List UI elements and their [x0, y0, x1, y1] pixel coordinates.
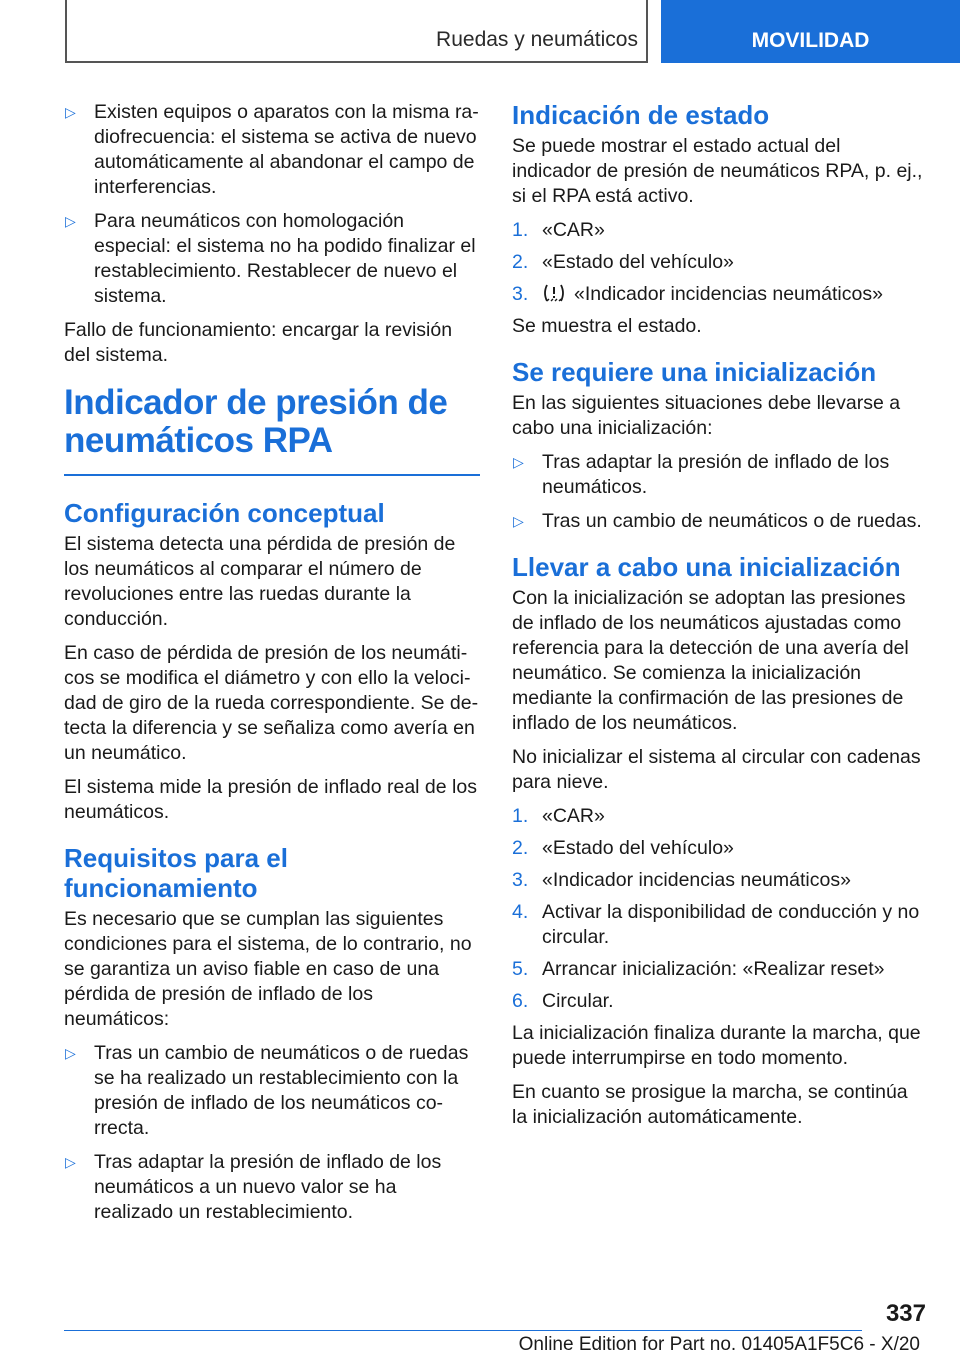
list-item: ▷ Tras un cambio de neumáticos o de ruedas. — [513, 510, 922, 532]
tire-pressure-warning-icon — [542, 283, 566, 303]
left-column — [64, 100, 480, 1234]
paragraph: El sistema mide la presión de inflado real de los neumáticos. — [64, 776, 477, 823]
footer-edition: Online Edition for Part no. 01405A1F5C6 - X/20 — [518, 1334, 920, 1355]
paragraph: Es necesario que se cumplan las siguientes condiciones para el sistema, de lo contrario, no se garantiza un aviso fiable en caso de una pérdida de presión de inflado de los neumáticos: — [64, 908, 472, 1030]
list-item: 2. «Estado del vehículo» — [512, 251, 734, 273]
list-item: ▷ Existen equipos o aparatos con la misma radiofrecuencia: el sistema se activa de nuevo automáticamente al abandonar el campo de interferencias. — [65, 101, 479, 198]
paragraph: No inicializar el sistema al circular con cadenas para nieve. — [512, 746, 921, 793]
paragraph: Con la inicialización se adoptan las presiones de inflado de los neumáticos ajustadas como referencia para la detección de una avería del neumático. Se comienza la inicialización mediante la confirmación de las presiones de inflado de los neumáticos. — [512, 587, 909, 734]
paragraph: El sistema detecta una pérdida de presión de los neumáticos al comparar el número de revoluciones entre las ruedas durante la conducción. — [64, 533, 456, 630]
list-item: ▷ Para neumáticos con homologación especial: el sistema no ha podido finalizar el restablecimiento. Restablecer de nuevo el sistema. — [65, 210, 476, 307]
list-item: ▷ Tras adaptar la presión de inflado de los neumáticos. — [513, 451, 890, 498]
list-item: 1. «CAR» — [512, 219, 605, 241]
list-item: ▷ Tras adaptar la presión de inflado de los neumáticos a un nuevo valor se ha realizado un restablecimiento. — [65, 1151, 442, 1223]
paragraph: La inicialización finaliza durante la marcha, que puede interrumpirse en todo momento. — [512, 1022, 921, 1069]
paragraph: Se puede mostrar el estado actual del indicador de presión de neumáticos RPA, p. ej., si el RPA está activo. — [512, 135, 923, 207]
triangle-right-icon: ▷ — [513, 454, 524, 470]
triangle-right-icon: ▷ — [65, 213, 76, 229]
header-chapter-tab: MOVILIDAD — [661, 0, 960, 63]
fault-text: Fallo de funcionamiento: encargar la revisión del sistema. — [64, 319, 453, 366]
title-divider — [64, 474, 480, 476]
paragraph: En cuanto se prosigue la marcha, se continúa la inicialización automáticamente. — [512, 1081, 908, 1128]
triangle-right-icon: ▷ — [65, 104, 76, 120]
triangle-right-icon: ▷ — [513, 513, 524, 529]
init-required-heading: Se requiere una inicialización — [512, 357, 877, 387]
list-item: 1. «CAR» — [512, 805, 605, 827]
list-item: 3. «Indicador incidencias neumáticos» — [512, 283, 883, 305]
right-column — [512, 100, 924, 1139]
page-title: Indicador de presión de neumáticos RPA — [64, 383, 448, 460]
concept-heading: Configuración conceptual — [64, 498, 385, 528]
paragraph: En las siguientes situaciones debe llevarse a cabo una inicialización: — [512, 392, 901, 439]
list-item: ▷ Tras un cambio de neumáticos o de ruedas se ha realizado un restablecimiento con la presión de inflado de los neumáticos correcta. — [65, 1042, 469, 1139]
perform-heading: Llevar a cabo una inicialización — [512, 552, 901, 582]
list-item: 3. «Indicador incidencias neumáticos» — [512, 869, 851, 891]
list-item: 6. Circular. — [512, 990, 614, 1012]
requirements-heading: Requisitos para el funcionamiento — [64, 843, 288, 903]
header-section-title: Ruedas y neumáticos — [436, 28, 638, 51]
footer-divider — [64, 1330, 862, 1331]
list-item: 5. Arrancar inicialización: «Realizar reset» — [512, 958, 885, 980]
status-heading: Indicación de estado — [512, 100, 770, 130]
triangle-right-icon: ▷ — [65, 1045, 76, 1061]
paragraph: Se muestra el estado. — [512, 315, 702, 337]
list-item: 2. «Estado del vehículo» — [512, 837, 734, 859]
list-item: 4. Activar la disponibilidad de conducción y no circular. — [512, 901, 920, 948]
triangle-right-icon: ▷ — [65, 1154, 76, 1170]
paragraph: En caso de pérdida de presión de los neumáticos se modifica el diámetro y con ello la velocidad de giro de la rueda correspondiente. Se detecta la diferencia y se señaliza como avería en un neumático. — [64, 642, 479, 764]
page-number: 337 — [885, 1300, 926, 1327]
